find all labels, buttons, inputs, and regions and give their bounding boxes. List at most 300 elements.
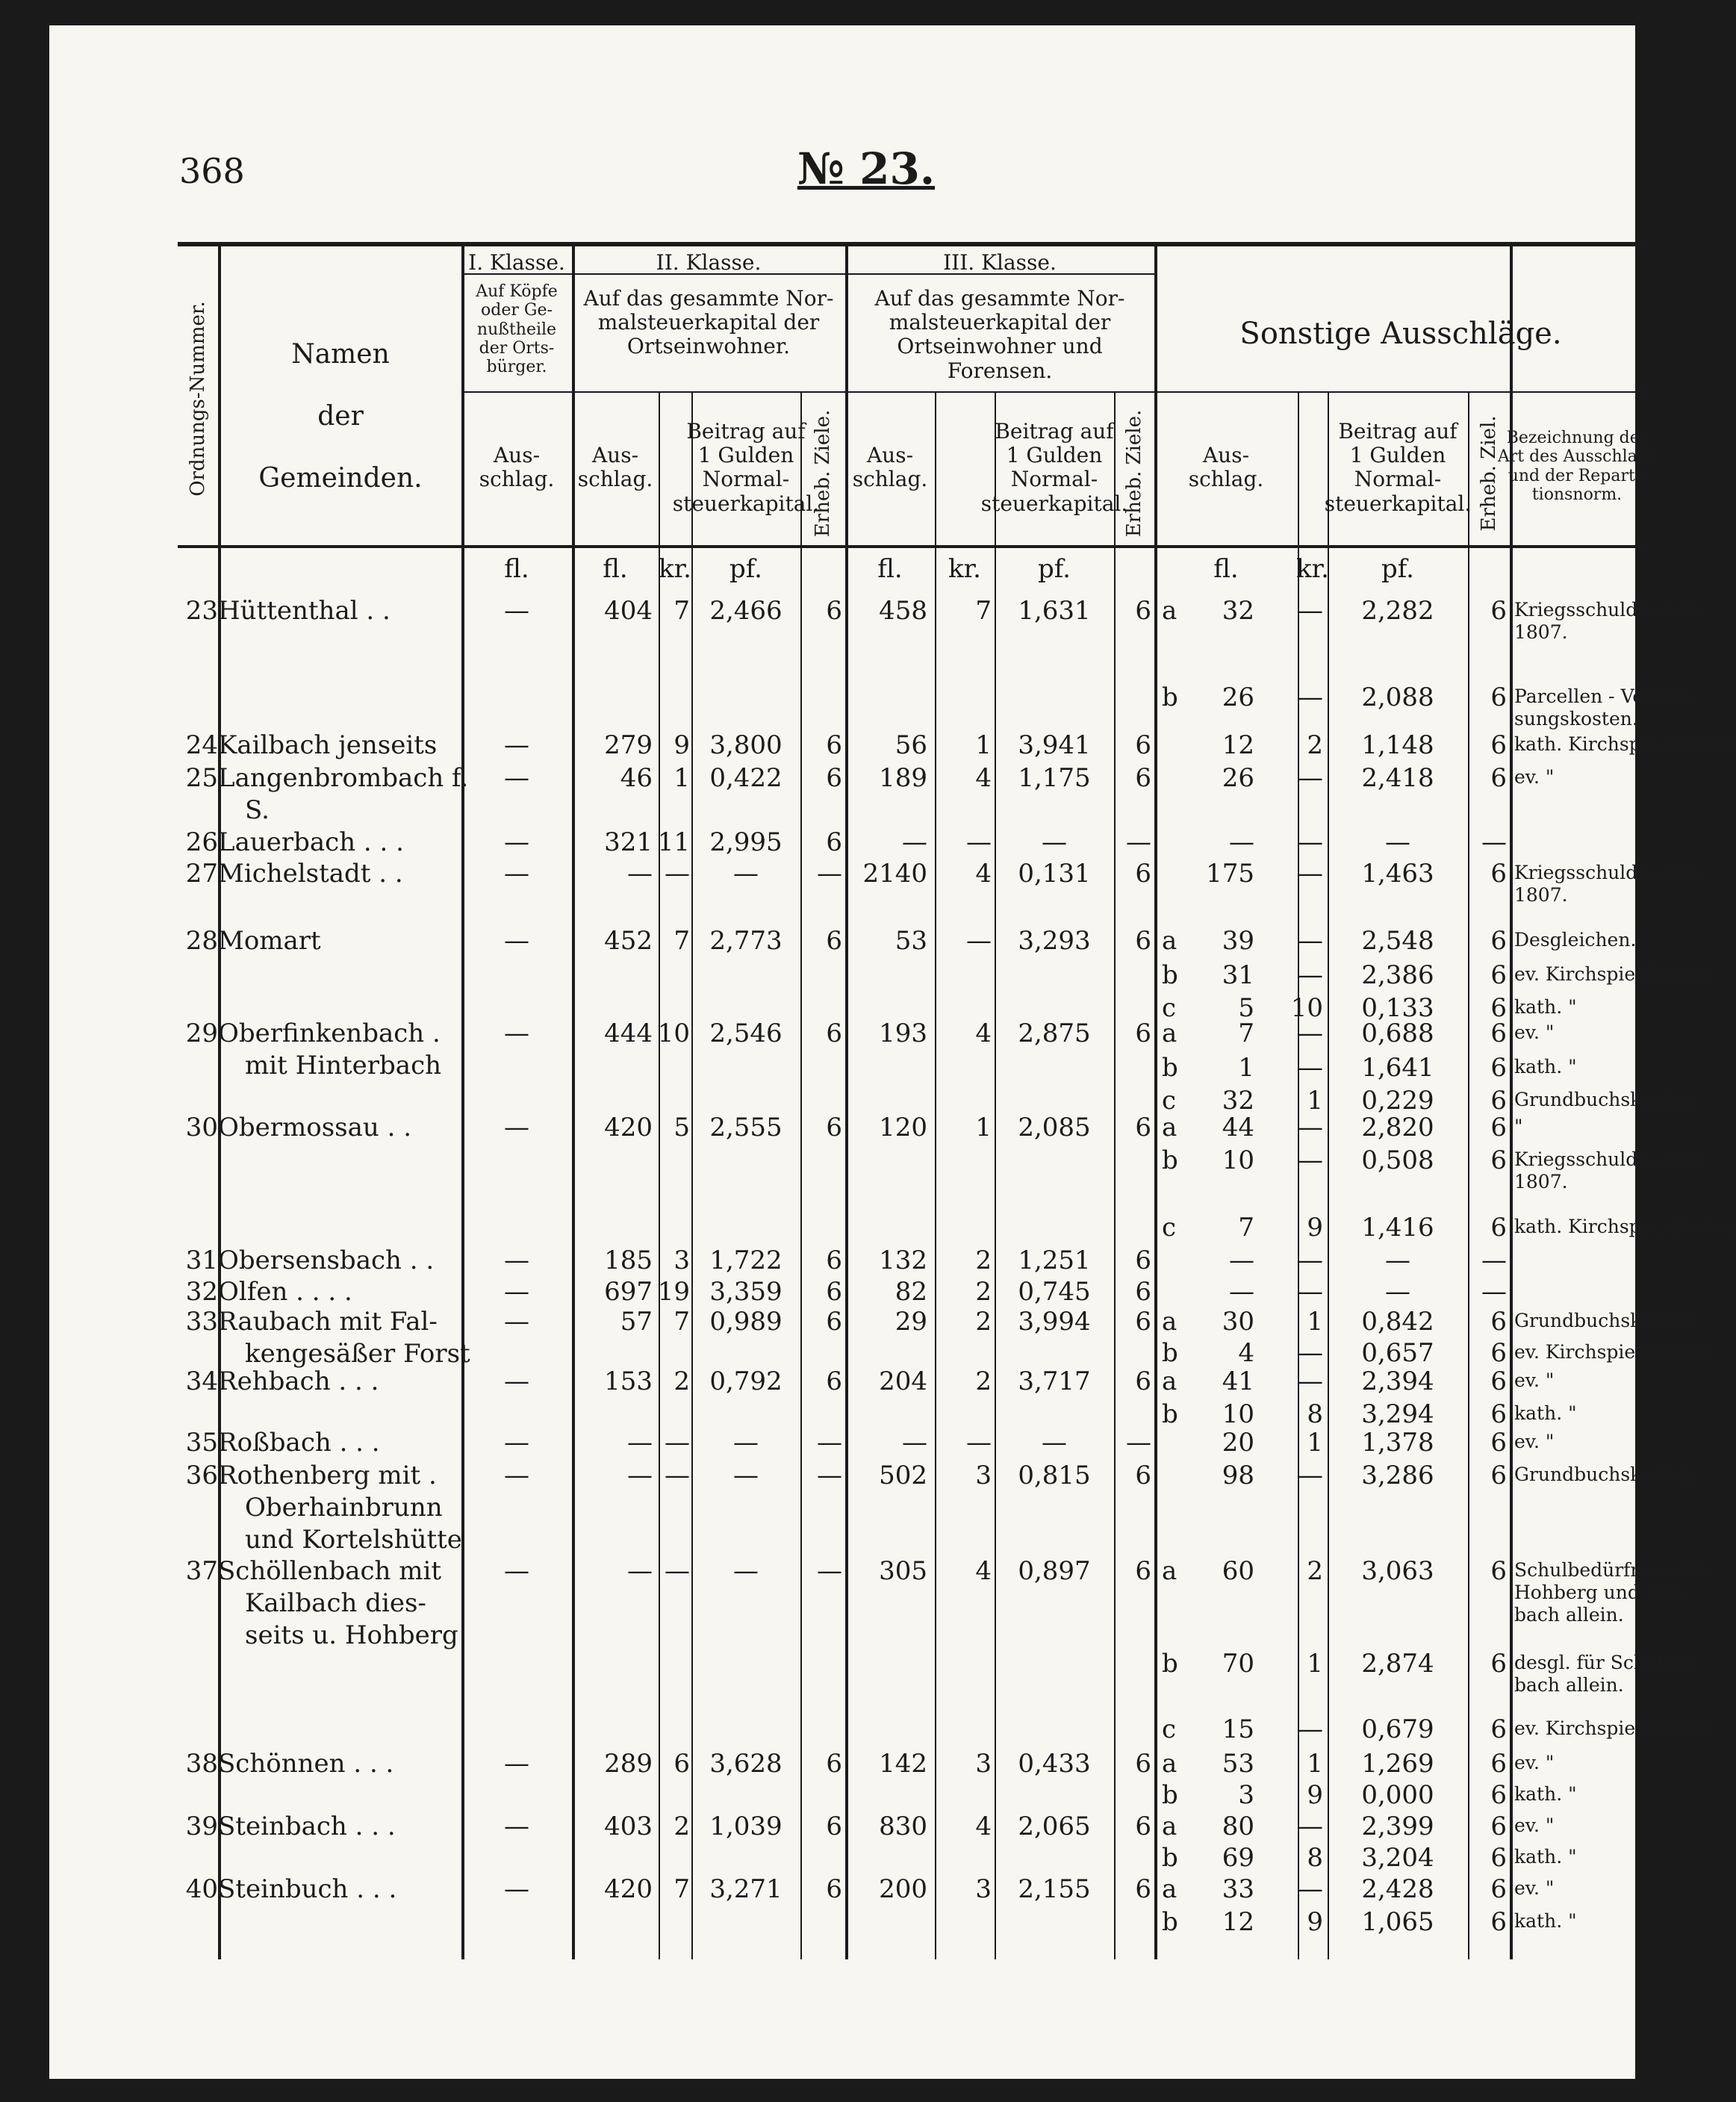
k3-fl: 502 <box>879 1461 927 1490</box>
s-bezeichnung: bach allein. <box>1514 1604 1624 1626</box>
s-letter: c <box>1162 1213 1177 1243</box>
s-bezeichnung: desgl. für Schöllen- <box>1514 1652 1699 1673</box>
s-fl: — <box>1229 827 1254 857</box>
k2-fl: 46 <box>620 763 653 793</box>
k2-kr: 10 <box>657 1019 690 1048</box>
row-number: 34 <box>185 1366 218 1396</box>
k2-pf: 3,271 <box>709 1874 783 1904</box>
s-kr: — <box>1298 1246 1323 1275</box>
k2-pf: 1,722 <box>709 1246 783 1275</box>
k3-fl: — <box>902 1428 927 1458</box>
s-fl: 10 <box>1222 1145 1254 1175</box>
k3-pf: 0,433 <box>1018 1749 1091 1779</box>
s-kr: 1 <box>1307 1649 1323 1679</box>
s-fl: 4 <box>1238 1338 1254 1368</box>
s-fl: 32 <box>1222 596 1254 626</box>
row-name: Momart <box>218 926 321 956</box>
k1-ausschlag: — <box>504 1428 529 1458</box>
s-ziel: 6 <box>1490 763 1507 793</box>
s-bezeichnung: ev. Kirchspielskosten <box>1514 963 1714 985</box>
row-name: Rehbach . . . <box>218 1366 379 1396</box>
k3-ziel: 6 <box>1135 859 1151 889</box>
row-number: 25 <box>185 763 218 793</box>
s-letter: b <box>1162 1907 1178 1937</box>
sonst-desc-rule <box>1154 391 1647 393</box>
k3-kr: 4 <box>975 1812 992 1841</box>
s-pf: 0,000 <box>1361 1780 1434 1810</box>
s-letter: c <box>1162 1714 1177 1744</box>
k3-kr: — <box>966 926 992 956</box>
s-kr: 9 <box>1307 1213 1323 1243</box>
s-fl: 7 <box>1238 1019 1254 1048</box>
k3-pf: 1,251 <box>1018 1246 1091 1275</box>
s-letter: a <box>1162 1019 1177 1048</box>
s-kr: 1 <box>1307 1428 1323 1458</box>
k1-ausschlag: — <box>504 827 529 857</box>
s-kr: 2 <box>1307 730 1323 760</box>
k2-kr: 11 <box>657 827 690 857</box>
k3-kr: 2 <box>975 1366 992 1396</box>
row-name: Steinbach . . . <box>218 1812 396 1841</box>
k2-pf: — <box>733 1428 759 1458</box>
s-bezeichnung: kath. " <box>1514 1056 1577 1078</box>
s-pf: 0,133 <box>1361 993 1434 1023</box>
k2-fl: 289 <box>604 1749 653 1779</box>
k1-ausschlag: — <box>504 596 529 626</box>
s-bezeichnung: ev. " <box>1514 766 1555 788</box>
s-pf: 0,508 <box>1361 1145 1434 1175</box>
s-bezeichnung: ev. " <box>1514 1022 1555 1043</box>
k2-pf: — <box>733 1556 759 1586</box>
s-ziel: — <box>1481 827 1507 857</box>
k2-pf: 2,466 <box>709 596 783 626</box>
k2-kr: 6 <box>673 1749 690 1779</box>
s-pf: 2,548 <box>1361 926 1434 956</box>
s-bezeichnung: Grundbuchskosten <box>1514 1089 1693 1110</box>
document-page <box>49 25 1736 2079</box>
s-ziel: 6 <box>1490 960 1507 990</box>
s-bezeichnung: sungskosten. <box>1514 708 1638 730</box>
s-kr: 1 <box>1307 1307 1323 1337</box>
s-kr: — <box>1298 1145 1323 1175</box>
s-fl: 5 <box>1238 993 1254 1023</box>
k1-ausschlag: — <box>504 1019 529 1048</box>
s-letter: b <box>1162 1053 1178 1083</box>
s-kr: — <box>1298 1812 1323 1841</box>
k2-ziel: 6 <box>826 1307 842 1337</box>
k3-pf: 1,631 <box>1018 596 1091 626</box>
s-pf: 3,286 <box>1361 1461 1434 1490</box>
row-name: Olfen . . . . <box>218 1277 352 1307</box>
unit-k1-fl: fl. <box>504 554 529 584</box>
k2-ziel: — <box>817 1556 842 1586</box>
k2-kr: 9 <box>673 730 690 760</box>
k2-pf: 1,039 <box>709 1812 783 1841</box>
col-line-nr <box>218 242 221 1959</box>
row-number: 32 <box>185 1277 218 1307</box>
k2-fl: — <box>627 1556 653 1586</box>
k3-kr: 3 <box>975 1749 992 1779</box>
s-fl: 20 <box>1222 1428 1254 1458</box>
s-kr: 9 <box>1307 1780 1323 1810</box>
col-line-s-ziele-rule <box>1510 391 1511 1959</box>
row-number: 37 <box>185 1556 218 1586</box>
unit-k2-pf: pf. <box>729 554 762 584</box>
s-kr: 8 <box>1307 1843 1323 1873</box>
s-letter: a <box>1162 596 1177 626</box>
s-bezeichnung: Kriegsschulden von <box>1514 1148 1701 1170</box>
s-kr: — <box>1298 1019 1323 1048</box>
s-fl: 44 <box>1222 1113 1254 1142</box>
k2-kr: 3 <box>673 1246 690 1275</box>
k3-kr: 2 <box>975 1307 992 1337</box>
k3-pf: 3,941 <box>1018 730 1091 760</box>
page-number: 368 <box>179 151 245 191</box>
k2-kr: 7 <box>673 926 690 956</box>
k2-pf: 0,989 <box>709 1307 783 1337</box>
k3-fl: 29 <box>895 1307 927 1337</box>
k3-fl: 142 <box>879 1749 927 1779</box>
s-pf: 3,204 <box>1361 1843 1434 1873</box>
s-kr: 1 <box>1307 1086 1323 1116</box>
k2-fl: 57 <box>620 1307 653 1337</box>
row-name: kengesäßer Forst <box>245 1339 470 1369</box>
s-letter: b <box>1162 960 1178 990</box>
k1-ausschlag: — <box>504 859 529 889</box>
k2-ziel: — <box>817 859 842 889</box>
s-fl: — <box>1229 1277 1254 1307</box>
k2-fl: — <box>627 859 653 889</box>
k3-kr: 4 <box>975 859 992 889</box>
s-pf: — <box>1385 1246 1410 1275</box>
k2-pf: 2,555 <box>709 1113 783 1142</box>
row-name: Schöllenbach mit <box>218 1556 442 1586</box>
s-fl: 32 <box>1222 1086 1254 1116</box>
k2-fl: 444 <box>604 1019 653 1048</box>
s-pf: 2,386 <box>1361 960 1434 990</box>
header-k3-beitrag: Beitrag auf 1 Gulden Normal- steuerkapital. <box>980 419 1128 516</box>
k3-pf: — <box>1042 827 1067 857</box>
col-line-k2 <box>845 242 848 1959</box>
k2-desc-rule <box>572 391 845 393</box>
k3-kr: 4 <box>975 763 992 793</box>
s-ziel: 6 <box>1490 1461 1507 1490</box>
s-fl: 98 <box>1222 1461 1254 1490</box>
k2-kr: 7 <box>673 596 690 626</box>
k3-ziel: 6 <box>1135 1812 1151 1841</box>
k3-kr: 2 <box>975 1277 992 1307</box>
row-number: 39 <box>185 1812 218 1841</box>
s-bezeichnung: kath. " <box>1514 1846 1577 1868</box>
k2-ziel: 6 <box>826 1113 842 1142</box>
s-pf: 2,418 <box>1361 763 1434 793</box>
k1-ausschlag: — <box>504 1246 529 1275</box>
s-letter: b <box>1162 1399 1178 1429</box>
row-number: 40 <box>185 1874 218 1904</box>
s-pf: 0,679 <box>1361 1714 1434 1744</box>
k2-kr: 2 <box>673 1812 690 1841</box>
s-ziel: 6 <box>1490 682 1507 712</box>
header-k3-desc: Auf das gesammte Nor- malsteuerkapital der Ortseinwohner und Forensen. <box>874 286 1125 383</box>
row-number: 29 <box>185 1019 218 1048</box>
k2-pf: — <box>733 1461 759 1490</box>
s-bezeichnung: kath. " <box>1514 1402 1577 1424</box>
s-bezeichnung: " <box>1514 1116 1523 1137</box>
k2-kr: 5 <box>673 1113 690 1142</box>
s-pf: 2,428 <box>1361 1874 1434 1904</box>
k3-fl: 82 <box>895 1277 927 1307</box>
s-fl: 33 <box>1222 1874 1254 1904</box>
k2-ziel: — <box>817 1461 842 1490</box>
col-line-k2-pf <box>691 391 693 1959</box>
s-kr: — <box>1298 1366 1323 1396</box>
s-ziel: 6 <box>1490 993 1507 1023</box>
s-pf: 1,463 <box>1361 859 1434 889</box>
s-pf: 0,657 <box>1361 1338 1434 1368</box>
k3-kr: 3 <box>975 1461 992 1490</box>
row-number: 26 <box>185 827 218 857</box>
k3-pf: 3,293 <box>1018 926 1091 956</box>
k2-pf: 2,546 <box>709 1019 783 1048</box>
s-kr: — <box>1298 960 1323 990</box>
s-letter: a <box>1162 1556 1177 1586</box>
s-kr: — <box>1298 1338 1323 1368</box>
k2-ziel: 6 <box>826 1366 842 1396</box>
k3-fl: 56 <box>895 730 927 760</box>
unit-k3-kr: kr. <box>948 554 981 584</box>
k2-pf: — <box>733 859 759 889</box>
k2-ziel: 6 <box>826 1246 842 1275</box>
k2-ziel: 6 <box>826 1874 842 1904</box>
s-ziel: 6 <box>1490 1307 1507 1337</box>
s-ziel: 6 <box>1490 1649 1507 1679</box>
header-name: Namen der Gemeinden. <box>258 339 423 494</box>
header-k1-ausschlag: Aus- schlag. <box>479 443 555 492</box>
row-name: Kailbach dies- <box>245 1588 426 1618</box>
row-number: 28 <box>185 926 218 956</box>
s-ziel: 6 <box>1490 1366 1507 1396</box>
header-s-bezeichnung: Bezeichnung der Art des Ausschlags und der Reparti- tionsnorm. <box>1497 429 1657 504</box>
s-fl: 60 <box>1222 1556 1254 1586</box>
s-bezeichnung: ev. " <box>1514 1815 1555 1836</box>
header-k2-beitrag: Beitrag auf 1 Gulden Normal- steuerkapital. <box>672 419 820 516</box>
k1-ausschlag: — <box>504 1749 529 1779</box>
s-letter: a <box>1162 1113 1177 1142</box>
k3-fl: 120 <box>879 1113 927 1142</box>
s-bezeichnung: Grundbuchskosten. <box>1514 1310 1699 1331</box>
s-kr: — <box>1298 1714 1323 1744</box>
s-bezeichnung: ev. " <box>1514 1752 1555 1773</box>
unit-k3-fl: fl. <box>877 554 903 584</box>
k3-pf: 2,875 <box>1018 1019 1091 1048</box>
s-kr: 2 <box>1307 1556 1323 1586</box>
k3-fl: 2140 <box>862 859 927 889</box>
s-ziel: 6 <box>1490 926 1507 956</box>
k2-fl: 403 <box>604 1812 653 1841</box>
col-line-k3-pf <box>995 391 996 1959</box>
s-pf: 3,063 <box>1361 1556 1434 1586</box>
row-name: Michelstadt . . <box>218 859 403 889</box>
k3-fl: 200 <box>879 1874 927 1904</box>
k2-fl: 185 <box>604 1246 653 1275</box>
s-bezeichnung: Desgleichen. <box>1514 929 1637 951</box>
k2-ziel: 6 <box>826 926 842 956</box>
header-k3-ausschlag: Aus- schlag. <box>852 443 928 492</box>
k3-ziel: 6 <box>1135 1019 1151 1048</box>
k1-ausschlag: — <box>504 1556 529 1586</box>
col-line-k2-kr <box>659 391 660 1959</box>
col-line-name <box>461 242 464 1959</box>
header-k1-desc: Auf Köpfe oder Ge- nußtheile der Orts- bürger. <box>476 282 558 377</box>
s-ziel: 6 <box>1490 1749 1507 1779</box>
s-pf: 1,148 <box>1361 730 1434 760</box>
s-bezeichnung: kath. " <box>1514 996 1577 1018</box>
s-letter: a <box>1162 1812 1177 1841</box>
s-pf: 2,394 <box>1361 1366 1434 1396</box>
s-letter: a <box>1162 1307 1177 1337</box>
k3-fl: 305 <box>879 1556 927 1586</box>
s-kr: 1 <box>1307 1749 1323 1779</box>
k3-ziel: 6 <box>1135 1461 1151 1490</box>
k3-kr: 3 <box>975 1874 992 1904</box>
k1-ausschlag: — <box>504 1812 529 1841</box>
k2-fl: 697 <box>604 1277 653 1307</box>
k2-ziel: 6 <box>826 1277 842 1307</box>
k2-ziel: 6 <box>826 827 842 857</box>
s-pf: 3,294 <box>1361 1399 1434 1429</box>
s-fl: 69 <box>1222 1843 1254 1873</box>
header-sonstige-title: Sonstige Ausschläge. <box>1239 317 1562 351</box>
row-name: seits u. Hohberg <box>245 1620 458 1650</box>
k2-kr: — <box>665 1556 690 1586</box>
s-fl: 39 <box>1222 926 1254 956</box>
row-number: 27 <box>185 859 218 889</box>
k1-ausschlag: — <box>504 763 529 793</box>
unit-k2-fl: fl. <box>603 554 628 584</box>
k2-pf: 2,995 <box>709 827 783 857</box>
k3-kr: 1 <box>975 730 992 760</box>
k3-fl: 193 <box>879 1019 927 1048</box>
k2-kr: — <box>665 859 690 889</box>
s-letter: a <box>1162 1749 1177 1779</box>
k3-pf: 0,815 <box>1018 1461 1091 1490</box>
s-letter: c <box>1162 1086 1177 1116</box>
col-line-k2-ziele <box>800 391 802 1959</box>
k2-ziel: — <box>817 1428 842 1458</box>
k2-fl: 420 <box>604 1113 653 1142</box>
k3-kr: 7 <box>975 596 992 626</box>
s-letter: a <box>1162 926 1177 956</box>
s-letter: a <box>1162 1366 1177 1396</box>
k2-fl: 420 <box>604 1874 653 1904</box>
k3-ziel: 6 <box>1135 1113 1151 1142</box>
k3-pf: 2,065 <box>1018 1812 1091 1841</box>
s-bezeichnung: bach allein. <box>1514 1674 1624 1696</box>
s-bezeichnung: Schulbedürfnisse für <box>1514 1559 1713 1581</box>
k1-ausschlag: — <box>504 730 529 760</box>
header-s-beitrag: Beitrag auf 1 Gulden Normal- steuerkapital. <box>1324 419 1472 516</box>
s-kr: — <box>1298 827 1323 857</box>
k3-fl: 204 <box>879 1366 927 1396</box>
k3-ziel: 6 <box>1135 730 1151 760</box>
unit-k2-kr: kr. <box>659 554 691 584</box>
s-ziel: 6 <box>1490 730 1507 760</box>
col-line-k3 <box>1154 242 1157 1959</box>
k3-kr: 1 <box>975 1113 992 1142</box>
k3-ziel: 6 <box>1135 1556 1151 1586</box>
col-line-k1 <box>572 242 575 1959</box>
k2-fl: — <box>627 1428 653 1458</box>
k2-ziel: 6 <box>826 1749 842 1779</box>
s-bezeichnung: 1807. <box>1514 884 1568 906</box>
k2-ziel: 6 <box>826 1812 842 1841</box>
s-bezeichnung: Hohberg und Kail- <box>1514 1582 1689 1603</box>
k2-kr: 7 <box>673 1307 690 1337</box>
k2-kr: 2 <box>673 1366 690 1396</box>
header-k3-title: III. Klasse. <box>943 250 1057 275</box>
k3-kr: — <box>966 827 992 857</box>
k1-ausschlag: — <box>504 1307 529 1337</box>
k3-ziel: — <box>1126 1428 1151 1458</box>
col-line-s-z <box>1468 391 1469 1959</box>
s-ziel: 6 <box>1490 859 1507 889</box>
s-pf: — <box>1385 827 1410 857</box>
s-fl: — <box>1229 1246 1254 1275</box>
header-s-ziele: Erheb. Ziel. <box>1478 415 1500 532</box>
k3-kr: 4 <box>975 1556 992 1586</box>
s-pf: 2,874 <box>1361 1649 1434 1679</box>
k3-kr: — <box>966 1428 992 1458</box>
s-pf: — <box>1385 1277 1410 1307</box>
k2-pf: 0,792 <box>709 1366 783 1396</box>
row-number: 38 <box>185 1749 218 1779</box>
k2-pf: 3,628 <box>709 1749 783 1779</box>
s-letter: b <box>1162 1649 1178 1679</box>
k2-ziel: 6 <box>826 596 842 626</box>
s-letter: b <box>1162 1780 1178 1810</box>
s-ziel: 6 <box>1490 1780 1507 1810</box>
row-name: Steinbuch . . . <box>218 1874 397 1904</box>
s-kr: 9 <box>1307 1907 1323 1937</box>
row-name: Lauerbach . . . <box>218 827 404 857</box>
k2-pf: 2,773 <box>709 926 783 956</box>
k2-fl: 404 <box>604 596 653 626</box>
s-pf: 2,399 <box>1361 1812 1434 1841</box>
k1-ausschlag: — <box>504 1874 529 1904</box>
k3-pf: 3,994 <box>1018 1307 1091 1337</box>
s-kr: — <box>1298 1113 1323 1142</box>
k3-fl: 189 <box>879 763 927 793</box>
s-pf: 2,282 <box>1361 596 1434 626</box>
s-letter: c <box>1162 993 1177 1023</box>
s-fl: 80 <box>1222 1812 1254 1841</box>
k2-kr: 19 <box>657 1277 690 1307</box>
row-name: Roßbach . . . <box>218 1428 380 1458</box>
s-kr: 10 <box>1290 993 1323 1023</box>
row-number: 23 <box>185 596 218 626</box>
k2-fl: — <box>627 1461 653 1490</box>
unit-s-pf: pf. <box>1381 554 1414 584</box>
k3-pf: 0,131 <box>1018 859 1091 889</box>
k3-ziel: 6 <box>1135 763 1151 793</box>
s-fl: 41 <box>1222 1366 1254 1396</box>
unit-s-kr: kr. <box>1296 554 1329 584</box>
s-ziel: 6 <box>1490 1053 1507 1083</box>
s-ziel: 6 <box>1490 1145 1507 1175</box>
row-name: und Kortelshütte <box>245 1525 462 1555</box>
k3-ziel: 6 <box>1135 1277 1151 1307</box>
header-k2-title: II. Klasse. <box>656 250 762 275</box>
